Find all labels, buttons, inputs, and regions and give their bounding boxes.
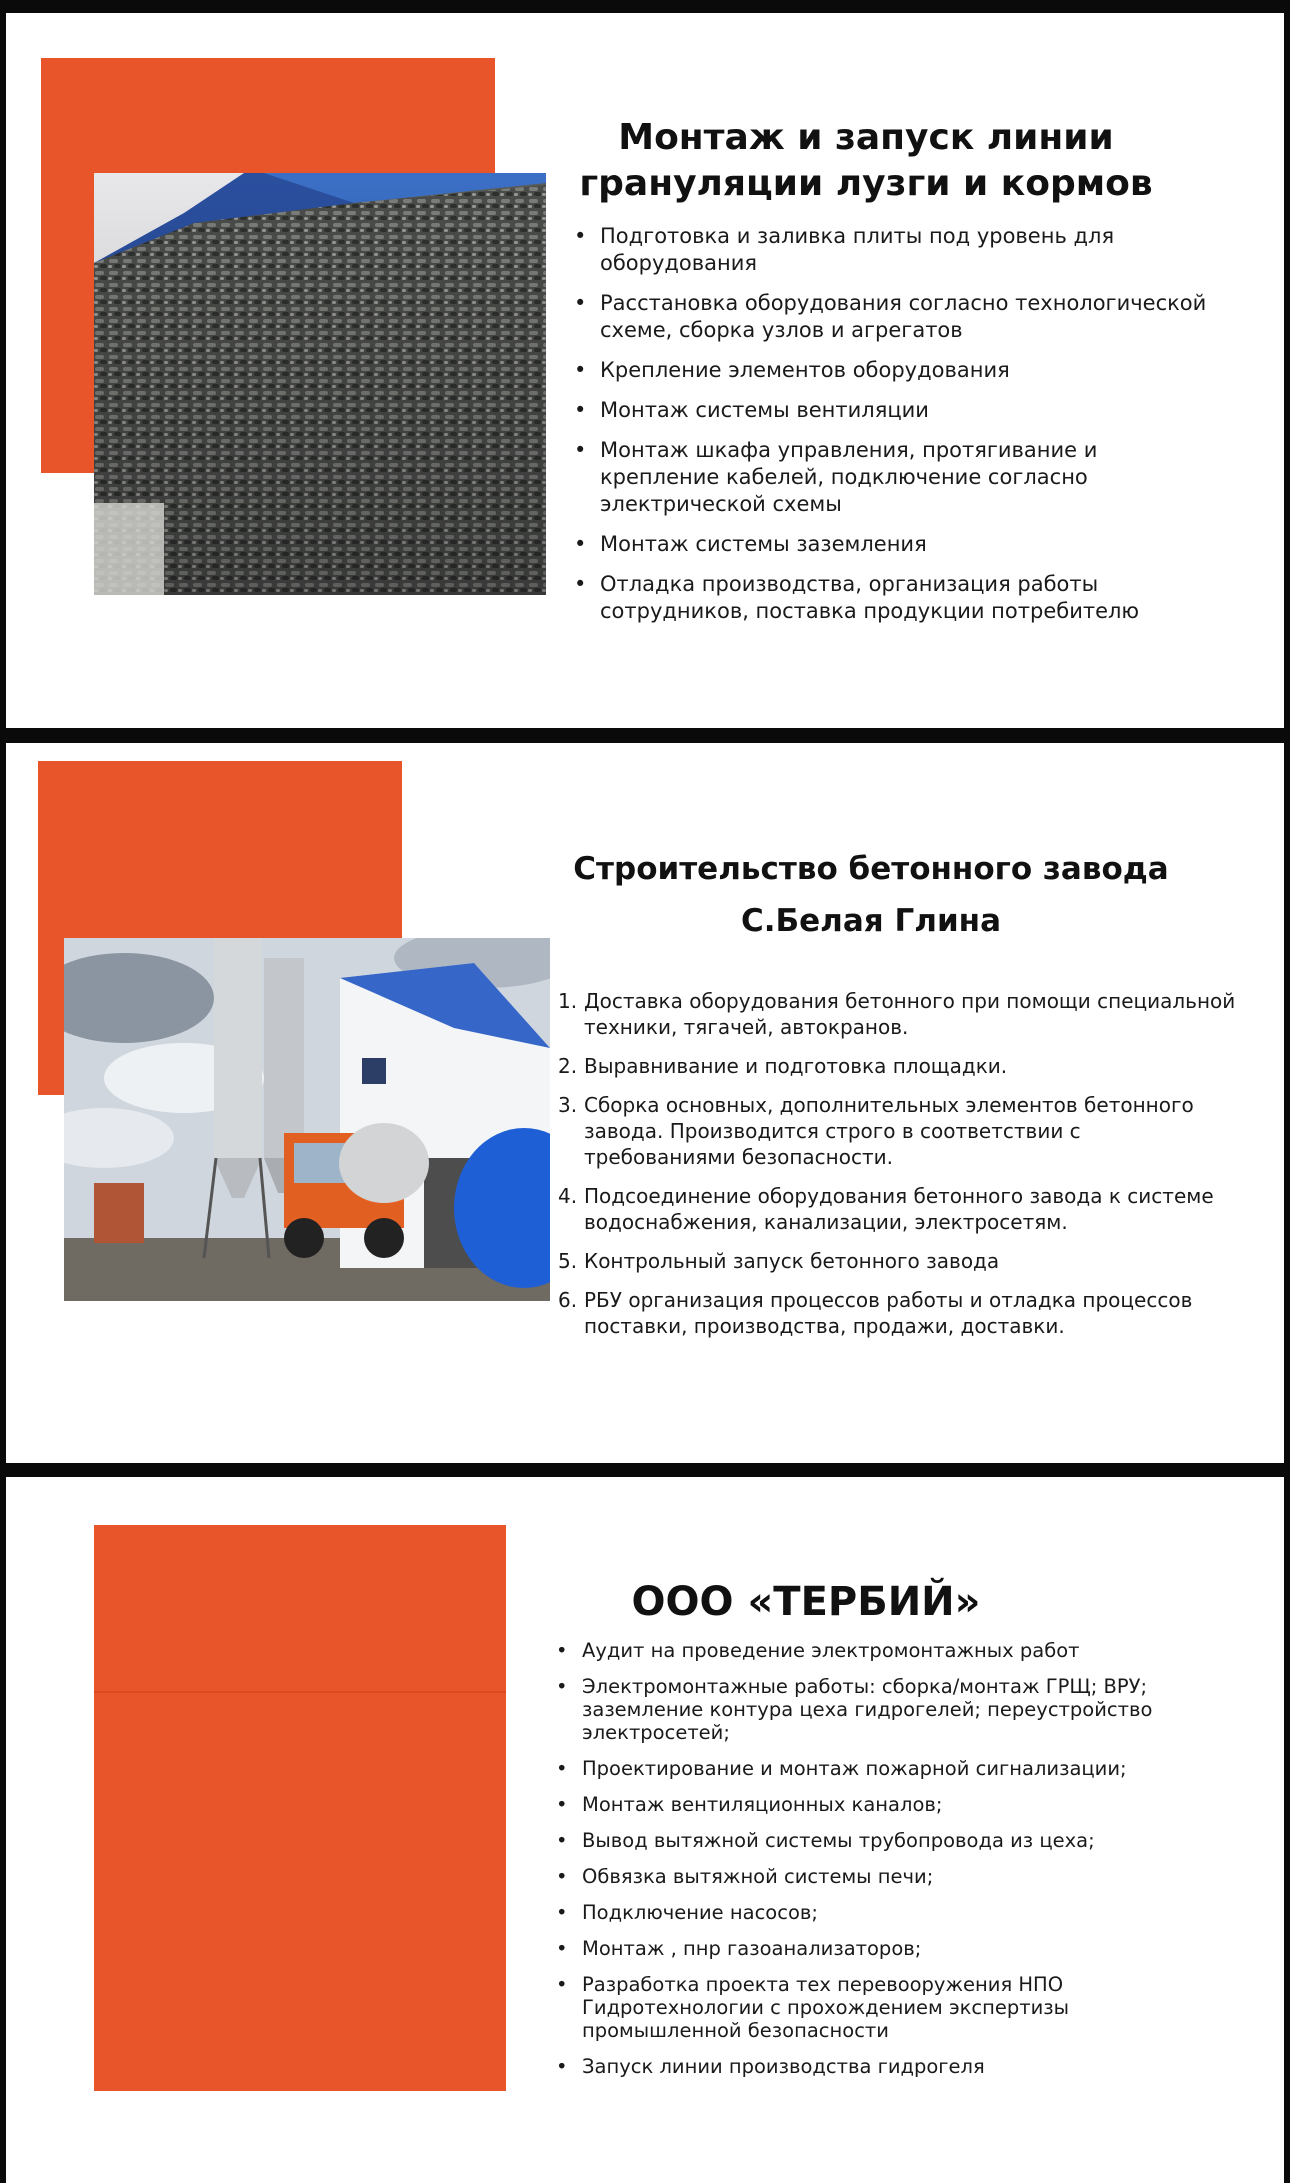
item-text: Подсоединение оборудования бетонного завода к системе водоснабжения, канализации, электросетям. [584,1184,1214,1234]
item-text: Сборка основных, дополнительных элементов бетонного завода. Производится строго в соответствии с требованиями безопасности. [584,1093,1194,1169]
slide-title [576,115,1156,207]
list-item: • Подключение насосов; [556,1901,1196,1924]
task-list [556,1639,1196,2091]
item-number: 1. [558,989,578,1013]
item-number: 5. [558,1249,578,1273]
list-item: • Монтаж , пнр газоанализаторов; [556,1937,1196,1960]
pellets-photo [94,173,546,595]
item-text: Контрольный запуск бетонного завода [584,1249,1000,1273]
title-line-1: Строительство бетонного завода [573,851,1169,887]
list-item: • Монтаж системы заземления [574,531,1214,558]
list-item [558,988,1238,1040]
list-item: • Расстановка оборудования согласно технологической схеме, сборка узлов и агрегатов [574,290,1214,344]
list-item [558,1053,1238,1079]
item-number: 6. [558,1288,578,1312]
orange-accent-block [94,1525,506,2091]
list-item: • Обвязка вытяжной системы печи; [556,1865,1196,1888]
title-line-2: грануляции лузги и кормов [579,163,1153,204]
list-item: • Проектирование и монтаж пожарной сигнализации; [556,1757,1196,1780]
slide-title [566,843,1176,947]
list-item: • Аудит на проведение электромонтажных работ [556,1639,1196,1662]
slide-pellet-line [6,13,1284,728]
list-item [558,1287,1238,1339]
item-text: Доставка оборудования бетонного при помощи специальной техники, тягачей, автокранов. [584,989,1236,1039]
concrete-plant-photo [64,938,550,1301]
list-item: • Крепление элементов оборудования [574,357,1214,384]
list-item [558,1092,1238,1170]
item-text: Выравнивание и подготовка площадки. [584,1054,1008,1078]
list-item: • Подготовка и заливка плиты под уровень для оборудования [574,223,1214,277]
list-item: • Монтаж системы вентиляции [574,397,1214,424]
item-number: 2. [558,1054,578,1078]
list-item: • Вывод вытяжной системы трубопровода из цеха; [556,1829,1196,1852]
title-line-2: С.Белая Глина [740,903,1002,939]
list-item: • Запуск линии производства гидрогеля [556,2055,1196,2078]
slide-terbiy [6,1477,1284,2183]
divider [94,1691,506,1693]
list-item: • Монтаж вентиляционных каналов; [556,1793,1196,1816]
list-item [558,1248,1238,1274]
list-item [558,1183,1238,1235]
item-number: 3. [558,1093,578,1117]
title-line-1: Монтаж и запуск линии [618,117,1114,158]
item-number: 4. [558,1184,578,1208]
item-text: РБУ организация процессов работы и отладка процессов поставки, производства, продажи, доставки. [584,1288,1193,1338]
list-item: • Разработка проекта тех перевооружения НПО Гидротехнологии с прохождением экспертизы промышленной безопасности [556,1973,1196,2042]
task-list [574,223,1214,638]
slide-title: ООО «ТЕРБИЙ» [631,1579,981,1625]
list-item: • Электромонтажные работы: сборка/монтаж ГРЩ; ВРУ; заземление контура цеха гидрогелей; переустройство электросетей; [556,1675,1196,1744]
list-item: • Отладка производства, организация работы сотрудников, поставка продукции потребителю [574,571,1214,625]
slide-concrete-plant [6,743,1284,1463]
task-list [558,988,1238,1352]
list-item: • Монтаж шкафа управления, протягивание и крепление кабелей, подключение согласно электрической схемы [574,437,1214,518]
